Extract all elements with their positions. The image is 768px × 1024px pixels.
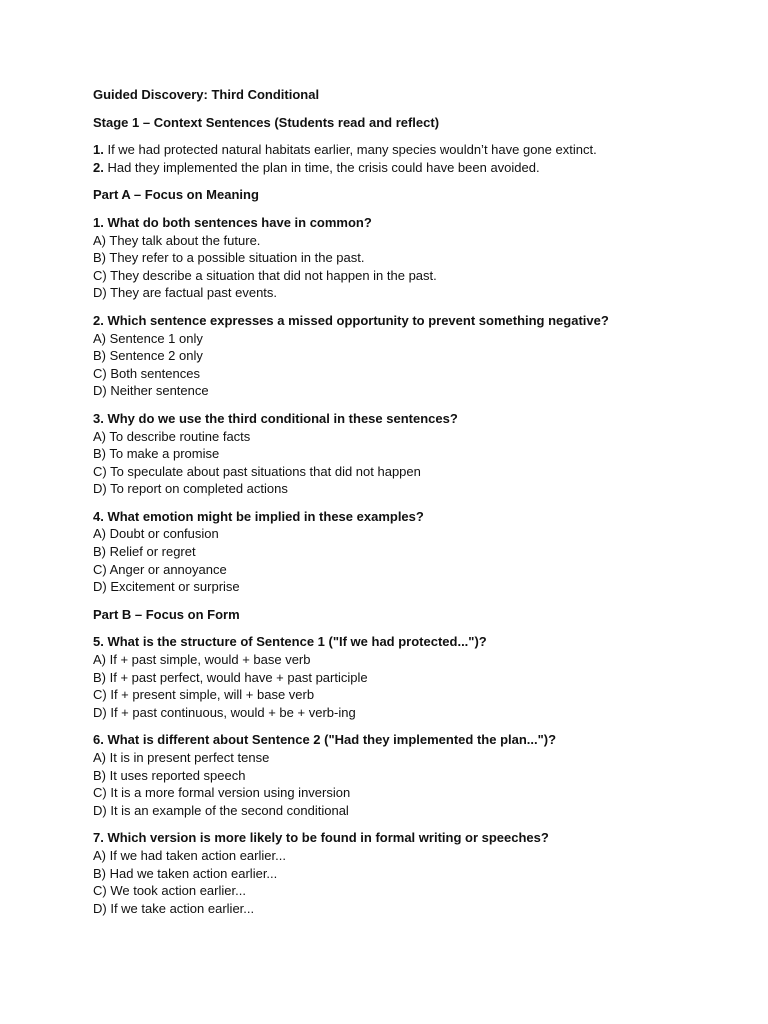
question-block xyxy=(93,633,733,721)
answer-option: B) Relief or regret xyxy=(93,544,196,560)
question-block xyxy=(93,731,733,819)
answer-option: C) We took action earlier... xyxy=(93,883,246,899)
question-block xyxy=(93,508,733,596)
sentence-number: 2. xyxy=(93,159,104,175)
sentence-text: If we had protected natural habitats earlier, many species wouldn’t have gone extinct. xyxy=(103,142,597,158)
stage-heading: Stage 1 – Context Sentences (Students read and reflect) xyxy=(93,114,440,130)
answer-option: A) They talk about the future. xyxy=(93,232,261,248)
context-sentence xyxy=(93,141,733,159)
answer-option: C) If + present simple, will + base verb xyxy=(93,687,315,703)
answer-option: B) It uses reported speech xyxy=(93,767,246,783)
answer-option: A) It is in present perfect tense xyxy=(93,750,270,765)
question-block xyxy=(93,829,733,917)
question-block xyxy=(93,214,733,302)
answer-option: D) If we take action earlier... xyxy=(93,900,255,916)
answer-option: C) They describe a situation that did not happen in the past. xyxy=(93,267,437,283)
context-sentences xyxy=(93,141,733,176)
answer-option: A) Doubt or confusion xyxy=(93,526,219,542)
answer-option: A) To describe routine facts xyxy=(93,428,251,444)
sentence-number: 1. xyxy=(93,142,104,158)
question-block xyxy=(93,410,733,498)
question-text: 4. What emotion might be implied in these examples? xyxy=(93,508,424,524)
sentence-text: Had they implemented the plan in time, the crisis could have been avoided. xyxy=(103,159,540,175)
answer-option: D) To report on completed actions xyxy=(93,481,288,497)
answer-option: B) If + past perfect, would have + past participle xyxy=(93,669,368,685)
document-page xyxy=(93,86,733,917)
answer-option: C) Both sentences xyxy=(93,365,200,381)
question-block xyxy=(93,312,733,400)
question-text: 1. What do both sentences have in common? xyxy=(93,214,372,230)
question-text: 7. Which version is more likely to be found in formal writing or speeches? xyxy=(93,830,549,846)
answer-option: A) Sentence 1 only xyxy=(93,330,203,346)
answer-option: D) It is an example of the second conditional xyxy=(93,802,349,818)
answer-option: B) Sentence 2 only xyxy=(93,348,203,364)
question-text: 5. What is the structure of Sentence 1 ("If we had protected...")? xyxy=(93,634,487,650)
question-text: 2. Which sentence expresses a missed opportunity to prevent something negative? xyxy=(93,312,609,328)
answer-option: D) Excitement or surprise xyxy=(93,579,240,595)
answer-option: C) Anger or annoyance xyxy=(93,561,227,577)
answer-option: A) If we had taken action earlier... xyxy=(93,847,286,863)
part-b-heading: Part B – Focus on Form xyxy=(93,606,240,622)
answer-option: D) If + past continuous, would + be + verb-ing xyxy=(93,704,356,720)
answer-option: C) It is a more formal version using inversion xyxy=(93,785,351,801)
answer-option: C) To speculate about past situations that did not happen xyxy=(93,463,421,479)
answer-option: A) If + past simple, would + base verb xyxy=(93,652,311,668)
part-a-heading: Part A – Focus on Meaning xyxy=(93,187,259,203)
context-sentence xyxy=(93,159,733,177)
answer-option: B) Had we taken action earlier... xyxy=(93,865,278,881)
answer-option: D) Neither sentence xyxy=(93,383,209,399)
document-title: Guided Discovery: Third Conditional xyxy=(93,87,320,102)
question-text: 6. What is different about Sentence 2 ("Had they implemented the plan...")? xyxy=(93,732,557,748)
answer-option: B) To make a promise xyxy=(93,446,220,462)
answer-option: B) They refer to a possible situation in the past. xyxy=(93,250,365,266)
answer-option: D) They are factual past events. xyxy=(93,285,278,301)
question-text: 3. Why do we use the third conditional in these sentences? xyxy=(93,410,458,426)
